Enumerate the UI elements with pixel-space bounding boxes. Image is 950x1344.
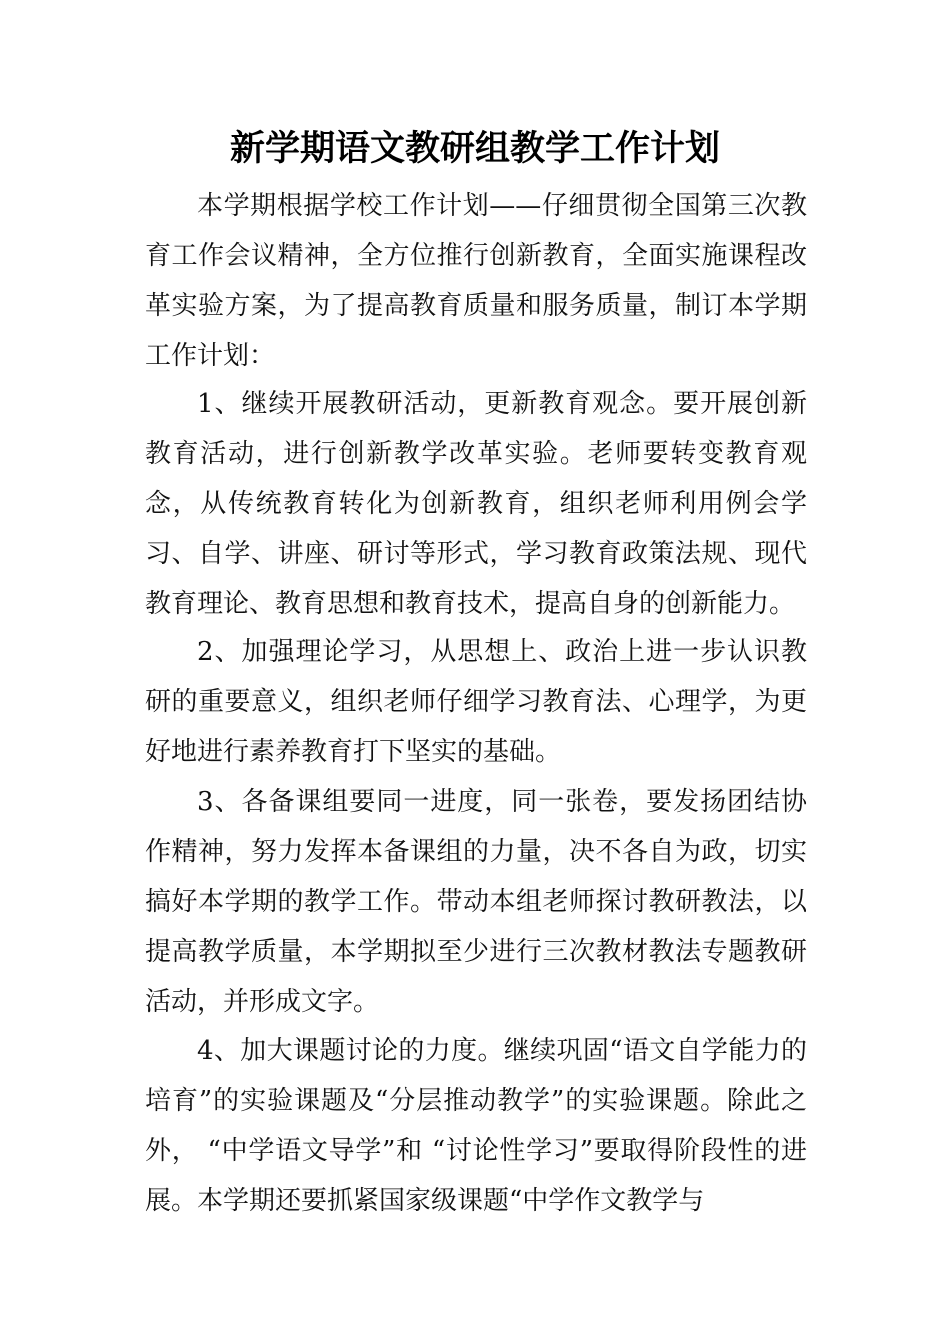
- paragraph-item-3: 3、各备课组要同一进度，同一张卷，要发扬团结协作精神，努力发挥本备课组的力量，决不各自为政，切实搞好本学期的教学工作。带动本组老师探讨教研教法，以提高教学质量，本学期拟至少进行三次教材教法专题教研活动，并形成文字。: [145, 787, 807, 1017]
- paragraph-item-1: 1、继续开展教研活动，更新教育观念。要开展创新教育活动，进行创新教学改革实验。老师要转变教育观念，从传统教育转化为创新教育，组织老师利用例会学习、自学、讲座、研讨等形式，学习教育政策法规、现代教育理论、教育思想和教育技术，提高自身的创新能力。: [145, 389, 807, 619]
- paragraph-block-item-2: [145, 627, 807, 777]
- paragraph-block-intro: [145, 181, 807, 381]
- paragraph-intro: 本学期根据学校工作计划——仔细贯彻全国第三次教育工作会议精神，全方位推行创新教育，全面实施课程改革实验方案，为了提高教育质量和服务质量，制订本学期工作计划：: [145, 191, 807, 371]
- paragraph-item-2: 2、加强理论学习，从思想上、政治上进一步认识教研的重要意义，组织老师仔细学习教育法、心理学，为更好地进行素养教育打下坚实的基础。: [145, 637, 807, 767]
- paragraph-block-item-4: [145, 1026, 807, 1226]
- paragraph-block-item-1: [145, 379, 807, 629]
- paragraph-block-item-3: [145, 777, 807, 1027]
- paragraph-item-4: 4、加大课题讨论的力度。继续巩固“语文自学能力的培育”的实验课题及“分层推动教学”的实验课题。除此之外， “中学语文导学”和 “讨论性学习”要取得阶段性的进展。本学期还要抓紧国家级课题“中学作文教学与: [145, 1036, 807, 1216]
- document-title: 新学期语文教研组教学工作计划: [229, 129, 720, 169]
